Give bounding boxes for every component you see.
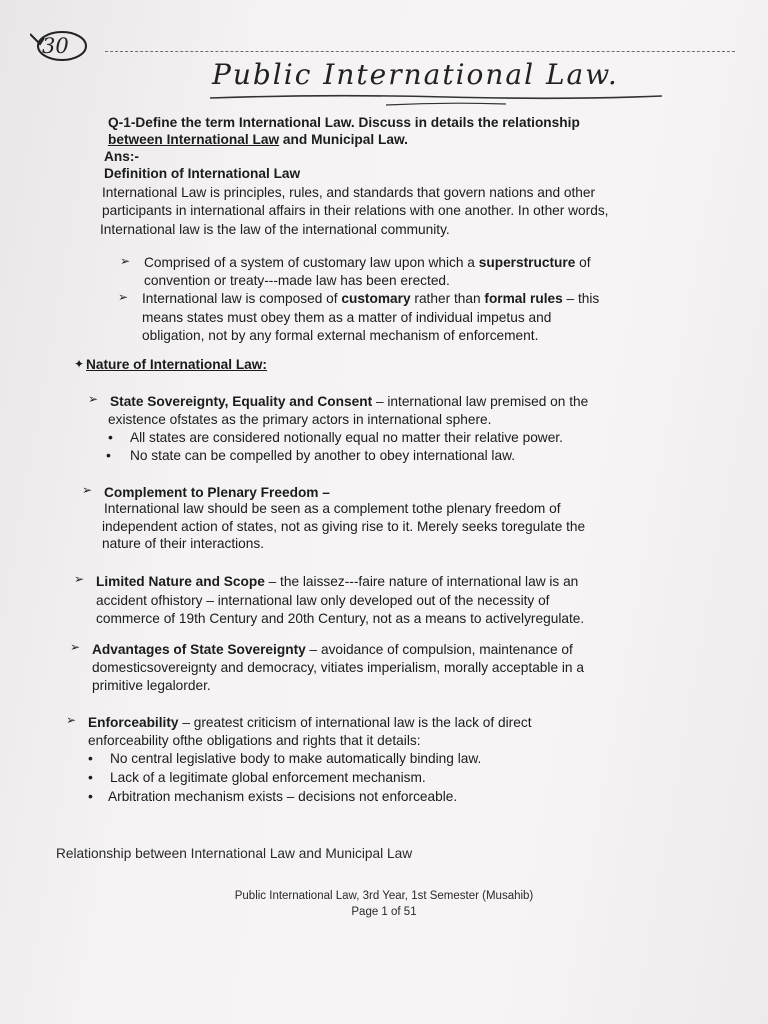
definition-line: International Law is principles, rules, and standards that govern nations and other [102,185,596,200]
relationship-heading: Relationship between International Law and Municipal Law [56,846,413,861]
question-underlined: between International Law [108,132,280,147]
answer-label: Ans:- [104,149,139,164]
nature-subbullet: Arbitration mechanism exists – decisions not enforceable. [108,789,458,804]
bullet-dot-icon: • [88,788,93,804]
definition-line: International law is the law of the international community. [100,222,450,237]
bullet-dot-icon: • [106,447,111,463]
bullet-text: International law is composed of [142,291,342,306]
nature-item-2-line: International law should be seen as a complement tothe plenary freedom of [104,501,561,516]
item-title: Advantages of State Sovereignty [92,642,306,657]
nature-subbullet: No state can be compelled by another to obey international law. [130,448,516,463]
bullet-text: rather than [410,291,485,306]
nature-item-3 [96,573,578,590]
item-text: – international law premised on the [372,394,589,409]
nature-item-2-title: Complement to Plenary Freedom – [104,485,330,500]
arrow-bullet-icon: ➢ [88,392,99,406]
bullet-text: – this [562,291,600,306]
definition-bullet-2-cont: means states must obey them as a matter of individual impetus and [142,310,552,325]
arrow-bullet-icon: ➢ [70,640,81,654]
bullet-bold-text: formal rules [484,291,563,306]
nature-subbullet: No central legislative body to make automatically binding law. [110,751,482,766]
footer-page-number: Page 1 of 51 [351,906,417,918]
title-underline [206,92,666,108]
definition-heading: Definition of International Law [104,166,301,181]
nature-subbullet: Lack of a legitimate global enforcement mechanism. [110,770,426,785]
nature-item-4-line: primitive legalorder. [92,678,211,693]
nature-item-4-line: domesticsovereignty and democracy, vitiates imperialism, morally acceptable in a [92,660,584,675]
arrow-bullet-icon: ➢ [120,254,131,268]
bullet-bold-text: customary [341,291,411,306]
nature-item-3-line: commerce of 19th Century and 20th Century, not as a means to activelyregulate. [96,611,585,626]
question-line-2-rest: and Municipal Law. [279,132,408,147]
footer-course: Public International Law, 3rd Year, 1st Semester (Musahib) [234,890,534,902]
handwritten-page-number [30,30,90,64]
bullet-text: Comprised of a system of customary law upon which a [144,255,479,270]
dashed-ruled-line [105,51,735,52]
arrow-bullet-icon: ➢ [66,713,77,727]
item-title: Enforceability [88,715,179,730]
definition-bullet-1 [144,254,591,271]
item-text: – the laissez---faire nature of international law is an [264,574,579,589]
definition-bullet-2-cont: obligation, not by any formal external mechanism of enforcement. [142,328,539,343]
nature-item-1-cont: existence ofstates as the primary actors in international sphere. [108,412,492,427]
nature-item-3-line: accident ofhistory – international law only developed out of the necessity of [96,593,550,608]
bullet-dot-icon: • [108,429,113,445]
item-title: State Sovereignty, Equality and Consent [110,394,373,409]
arrow-bullet-icon: ➢ [82,483,93,497]
definition-bullet-2 [142,290,599,307]
margin-page-number: 30 [42,34,69,58]
page-title: Public International Law. [212,58,619,91]
nature-item-2-line: independent action of states, not as giving rise to it. Merely seeks toregulate the [102,519,586,534]
nature-item-5 [88,714,532,731]
question-line-1: Q-1-Define the term International Law. Discuss in details the relationship [108,115,580,130]
question-line-2 [108,131,408,148]
nature-heading: Nature of International Law: [86,357,267,372]
nature-subbullet: All states are considered notionally equal no matter their relative power. [130,430,563,445]
nature-item-1 [110,393,588,410]
bullet-bold-text: superstructure [478,255,576,270]
item-text: – avoidance of compulsion, maintenance of [305,642,573,657]
nature-item-5-line: enforceability ofthe obligations and rights that it details: [88,733,421,748]
item-title: Limited Nature and Scope [96,574,265,589]
bullet-dot-icon: • [88,750,93,766]
item-text: – greatest criticism of international law is the lack of direct [178,715,532,730]
bullet-dot-icon: • [88,769,93,785]
definition-line: participants in international affairs in their relations with one another. In other words, [102,203,609,218]
arrow-bullet-icon: ➢ [118,290,129,304]
arrow-bullet-icon: ➢ [74,572,85,586]
nature-item-4 [92,641,573,658]
nature-item-2-line: nature of their interactions. [102,536,265,551]
bullet-text: of [575,255,591,270]
hand-arrow-icon: ✦ [74,357,85,371]
definition-bullet-1-cont: convention or treaty---made law has been erected. [144,273,450,288]
